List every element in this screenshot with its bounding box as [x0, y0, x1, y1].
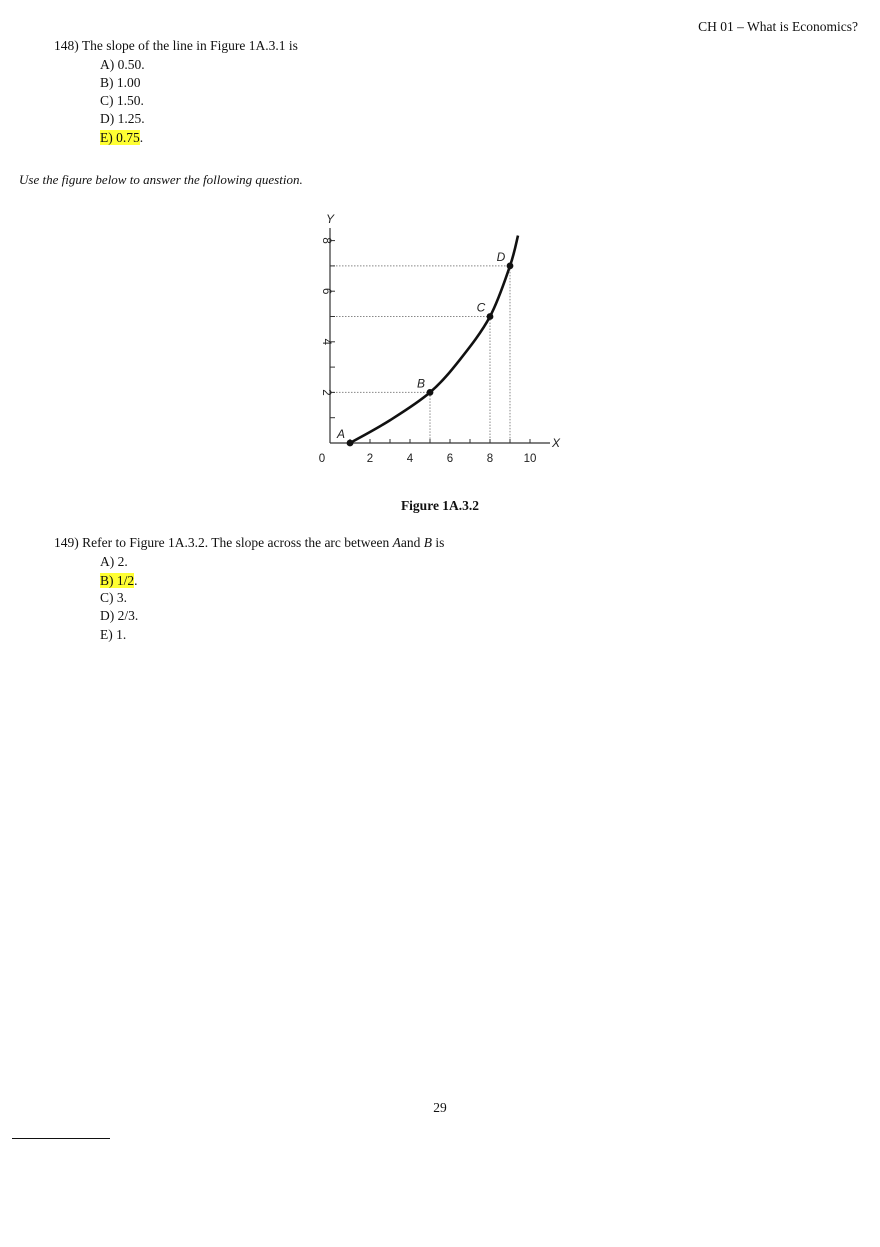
- figure-instruction: Use the figure below to answer the following question.: [19, 172, 303, 187]
- q148-option-c: C) 1.50.: [100, 93, 144, 108]
- y-tick-label: 4: [319, 338, 332, 346]
- x-tick-label: 4: [406, 453, 414, 465]
- q149-highlighted-answer: B) 1/2: [100, 573, 135, 588]
- point-a: [347, 440, 354, 447]
- x-tick-label: 10: [523, 453, 537, 465]
- q149-prompt-mid: and: [400, 535, 424, 550]
- x-tick-label: 2: [366, 453, 374, 465]
- point-c: [487, 313, 494, 320]
- q149-prompt-end: is: [432, 535, 445, 550]
- y-tick-label: 2: [319, 389, 332, 396]
- question-148-prompt: 148) The slope of the line in Figure 1A.3.1 is: [54, 38, 298, 53]
- q148-option-d: D) 1.25.: [100, 111, 145, 126]
- q148-option-a: A) 0.50.: [100, 57, 145, 72]
- page-number: 29: [433, 1100, 447, 1115]
- x-tick-label: 8: [486, 453, 494, 465]
- q149-option-e: E) 1.: [100, 627, 127, 642]
- question-149-prompt: [54, 535, 444, 551]
- x-tick-label: 6: [446, 453, 454, 465]
- y-axis-label: Y: [325, 212, 335, 226]
- chapter-header: CH 01 – What is Economics?: [698, 19, 858, 34]
- point-label-c: C: [476, 300, 486, 315]
- q149-var-b: B: [423, 535, 433, 550]
- origin-label: 0: [318, 453, 326, 465]
- q148-option-b: B) 1.00: [100, 75, 141, 90]
- q149-option-a: A) 2.: [100, 554, 128, 569]
- figure-1a-3-2-chart: [300, 208, 570, 470]
- point-label-a: A: [336, 427, 346, 441]
- q149-option-b: [100, 572, 138, 590]
- q149-var-a: A: [392, 535, 401, 550]
- q149-option-d: D) 2/3.: [100, 608, 139, 623]
- point-label-d: D: [496, 249, 506, 264]
- q149-prompt-start: 149) Refer to Figure 1A.3.2. The slope across the arc between: [54, 535, 393, 550]
- q148-highlighted-answer: E) 0.75: [100, 130, 140, 145]
- footnote-separator: [12, 1138, 110, 1139]
- chart-marks: [336, 250, 513, 447]
- figure-caption: Figure 1A.3.2: [400, 498, 480, 513]
- point-label-b: B: [416, 376, 426, 391]
- chart-axes: [319, 212, 561, 465]
- q149-option-b-period: .: [134, 573, 138, 588]
- point-d: [507, 263, 514, 270]
- y-tick-label: 8: [319, 237, 332, 244]
- point-b: [427, 389, 434, 396]
- curve-line: [350, 236, 518, 443]
- q148-option-e-period: .: [139, 130, 144, 145]
- y-tick-label: 6: [319, 287, 332, 295]
- x-axis-label: X: [551, 436, 561, 450]
- q148-option-e: [100, 129, 143, 147]
- dotted-guides: [330, 266, 510, 443]
- q149-option-c: C) 3.: [100, 590, 127, 605]
